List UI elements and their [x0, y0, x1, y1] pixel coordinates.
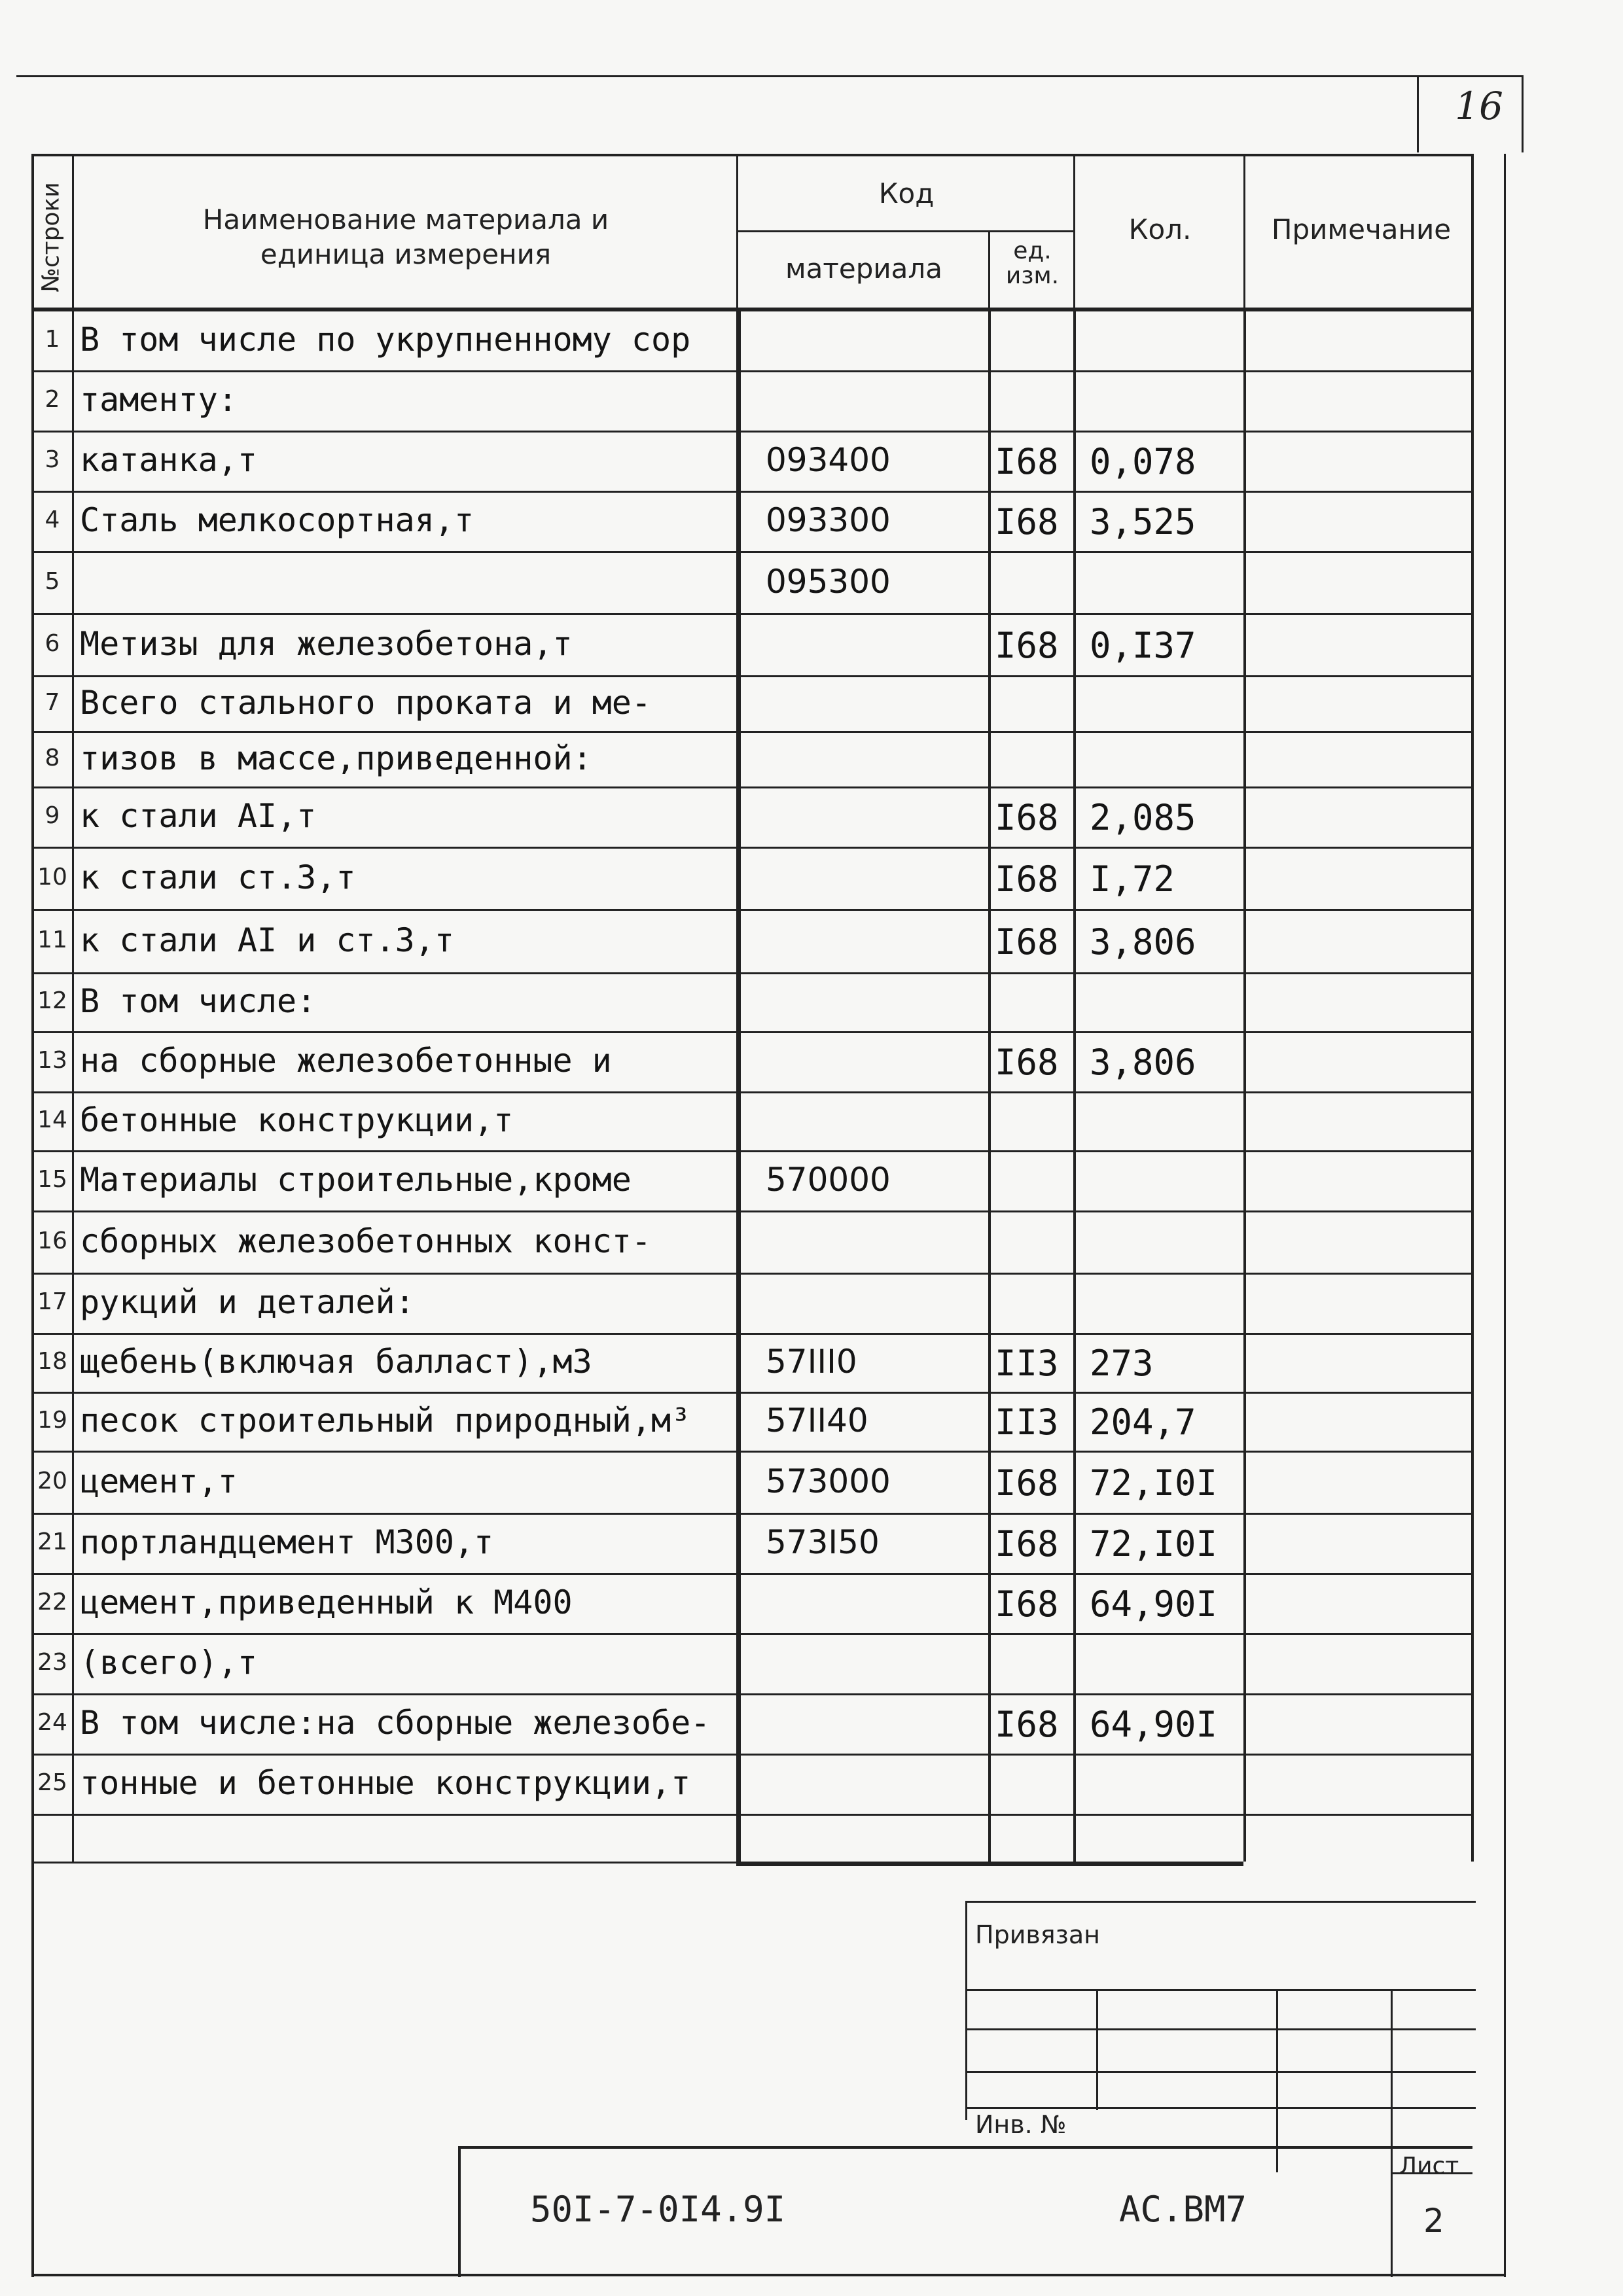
row-number: 13	[37, 1047, 67, 1074]
row-number: 21	[37, 1528, 67, 1555]
hdr-v2	[736, 154, 738, 311]
row-number: 22	[37, 1589, 67, 1616]
table-row	[0, 677, 1623, 732]
material-name: Метизы для железобетона,т	[80, 624, 573, 663]
table-top	[31, 154, 1471, 156]
bound-label: Привязан	[975, 1920, 1100, 1949]
unit-code: I68	[995, 624, 1059, 666]
material-code: 095300	[766, 562, 891, 601]
quantity: 64,90I	[1090, 1583, 1218, 1625]
table-row	[0, 1452, 1623, 1514]
row-number: 17	[37, 1288, 67, 1315]
row-number: 18	[37, 1348, 67, 1375]
stamp-v1	[1096, 1989, 1098, 2110]
material-name: В том числе:на сборные железобе-	[80, 1704, 711, 1742]
quantity: I,72	[1090, 858, 1175, 900]
table-row	[0, 1334, 1623, 1393]
material-name: Всего стального проката и ме-	[80, 683, 651, 722]
quantity: 2,085	[1090, 797, 1196, 838]
unit-code: I68	[995, 1704, 1059, 1745]
material-code: 573I50	[766, 1523, 880, 1561]
stamp-h3	[965, 2071, 1476, 2073]
unit-code: I68	[995, 797, 1059, 838]
doc-code: АС.ВМ7	[1119, 2189, 1247, 2230]
table-row	[0, 848, 1623, 910]
row-number: 1	[45, 326, 60, 353]
row-number: 20	[37, 1467, 67, 1494]
material-name: к стали AI,т	[80, 797, 317, 835]
material-name: песок строительный природный,м³	[80, 1402, 691, 1439]
unit-code: I68	[995, 921, 1059, 963]
page-number-box-left	[1417, 75, 1419, 152]
material-name: цемент,т	[80, 1462, 238, 1500]
table-row	[0, 311, 1623, 372]
hdr-unit-left	[988, 230, 990, 309]
table-row	[0, 1033, 1623, 1093]
row-no-label: №строки	[37, 182, 65, 292]
material-name: Материалы строительные,кроме	[80, 1161, 632, 1199]
table-row	[0, 974, 1623, 1033]
quantity: 0,078	[1090, 441, 1196, 482]
quantity: 72,I0I	[1090, 1462, 1218, 1504]
row-number: 3	[45, 446, 60, 473]
row-number: 11	[37, 926, 67, 953]
material-code: 57III0	[766, 1343, 857, 1381]
row-number: 19	[37, 1407, 67, 1434]
sheet-label: Лист	[1399, 2153, 1459, 2180]
table-row	[0, 1152, 1623, 1212]
material-name: к стали ст.3,т	[80, 858, 356, 896]
material-name: таменту:	[80, 381, 238, 419]
table-row	[0, 732, 1623, 788]
unit-code: I68	[995, 441, 1059, 482]
table-row	[0, 1274, 1623, 1334]
table-row	[0, 1514, 1623, 1574]
row-number: 7	[45, 688, 60, 716]
material-name: (всего),т	[80, 1644, 257, 1682]
unit-code: I68	[995, 1523, 1059, 1564]
unit-code: I68	[995, 1462, 1059, 1504]
quantity: 204,7	[1090, 1402, 1196, 1443]
row-number: 25	[37, 1769, 67, 1796]
table-row	[0, 1574, 1623, 1634]
title-top	[458, 2146, 1472, 2149]
material-name: Сталь мелкосортная,т	[80, 501, 474, 539]
row-number: 16	[37, 1227, 67, 1254]
header-name: Наименование материала и единица измерения	[202, 203, 609, 270]
header-unit: ед. изм.	[1005, 238, 1060, 289]
stamp-top	[965, 1901, 1476, 1903]
unit-code: I68	[995, 1583, 1059, 1625]
table-row	[0, 372, 1623, 432]
hdr-code-split	[736, 230, 1073, 232]
header-qty: Кол.	[1128, 213, 1192, 245]
unit-code: I68	[995, 858, 1059, 900]
row-number: 10	[37, 863, 67, 891]
quantity: 64,90I	[1090, 1704, 1218, 1745]
header-note: Примечание	[1271, 213, 1452, 245]
row-number: 5	[45, 567, 60, 595]
quantity: 3,806	[1090, 1042, 1196, 1083]
material-name: бетонные конструкции,т	[80, 1101, 514, 1139]
table-row	[0, 1393, 1623, 1452]
material-code: 570000	[766, 1161, 891, 1199]
quantity: 72,I0I	[1090, 1523, 1218, 1564]
table-row	[0, 432, 1623, 492]
material-name: В том числе по укрупненному сор	[80, 321, 691, 359]
title-left	[458, 2146, 461, 2277]
quantity: 273	[1090, 1343, 1154, 1384]
row-number: 4	[45, 506, 60, 533]
page-number-box-right	[1522, 75, 1524, 152]
header-row-no	[31, 164, 71, 308]
table-row	[0, 1755, 1623, 1815]
body-bottom	[31, 1862, 738, 1863]
material-name: рукций и деталей:	[80, 1283, 415, 1321]
header-material: материала	[785, 253, 942, 285]
quantity: 3,525	[1090, 501, 1196, 542]
row-number: 8	[45, 744, 60, 771]
material-name: В том числе:	[80, 982, 317, 1020]
material-name: сборных железобетонных конст-	[80, 1222, 651, 1260]
unit-code: II3	[995, 1343, 1059, 1384]
table-row	[0, 1212, 1623, 1274]
body-bottom-thick	[736, 1862, 1243, 1866]
material-code: 093300	[766, 501, 891, 539]
table-row	[0, 1634, 1623, 1695]
material-name: цемент,приведенный к М400	[80, 1583, 573, 1621]
inv-label: Инв. №	[975, 2110, 1067, 2139]
stamp-h4	[965, 2107, 1476, 2109]
stamp-v2	[1276, 1989, 1278, 2172]
material-code: 57II40	[766, 1402, 868, 1439]
material-name: на сборные железобетонные и	[80, 1042, 612, 1080]
quantity: 0,I37	[1090, 624, 1196, 666]
material-name: к стали AI и ст.3,т	[80, 921, 454, 959]
hdr-v1	[72, 154, 74, 311]
page-number: 16	[1455, 84, 1503, 128]
top-rule	[16, 75, 1522, 77]
material-name: катанка,т	[80, 441, 257, 479]
material-name: тизов в массе,приведенной:	[80, 739, 592, 777]
table-row	[0, 910, 1623, 974]
material-code: 093400	[766, 441, 891, 479]
sheet-value: 2	[1423, 2202, 1444, 2240]
header-code: Код	[878, 177, 935, 209]
row-number: 9	[45, 802, 60, 829]
table-row	[0, 614, 1623, 677]
table-row	[0, 788, 1623, 848]
sheet-bottom	[31, 2274, 1504, 2276]
table-row	[0, 1093, 1623, 1152]
hdr-v3	[1073, 154, 1075, 311]
row-rule	[31, 1814, 1471, 1816]
material-code: 573000	[766, 1462, 891, 1500]
table-row	[0, 552, 1623, 614]
row-number: 24	[37, 1709, 67, 1736]
stamp-h1	[965, 1989, 1476, 1991]
stamp-left	[965, 1901, 967, 2120]
material-name: портландцемент М300,т	[80, 1523, 494, 1561]
row-number: 2	[45, 386, 60, 413]
table-row	[0, 1695, 1623, 1755]
row-number: 14	[37, 1106, 67, 1133]
stamp-v3	[1391, 1989, 1393, 2277]
row-number: 15	[37, 1166, 67, 1193]
table-row	[0, 492, 1623, 552]
material-name: щебень(включая балласт),м3	[80, 1343, 592, 1381]
unit-code: I68	[995, 1042, 1059, 1083]
unit-code: I68	[995, 501, 1059, 542]
row-number: 23	[37, 1649, 67, 1676]
row-number: 12	[37, 987, 67, 1014]
row-number: 6	[45, 629, 60, 657]
doc-number: 50I-7-0I4.9I	[530, 2189, 786, 2230]
quantity: 3,806	[1090, 921, 1196, 963]
material-name: тонные и бетонные конструкции,т	[80, 1764, 691, 1802]
unit-code: II3	[995, 1402, 1059, 1443]
stamp-h2	[965, 2028, 1476, 2030]
